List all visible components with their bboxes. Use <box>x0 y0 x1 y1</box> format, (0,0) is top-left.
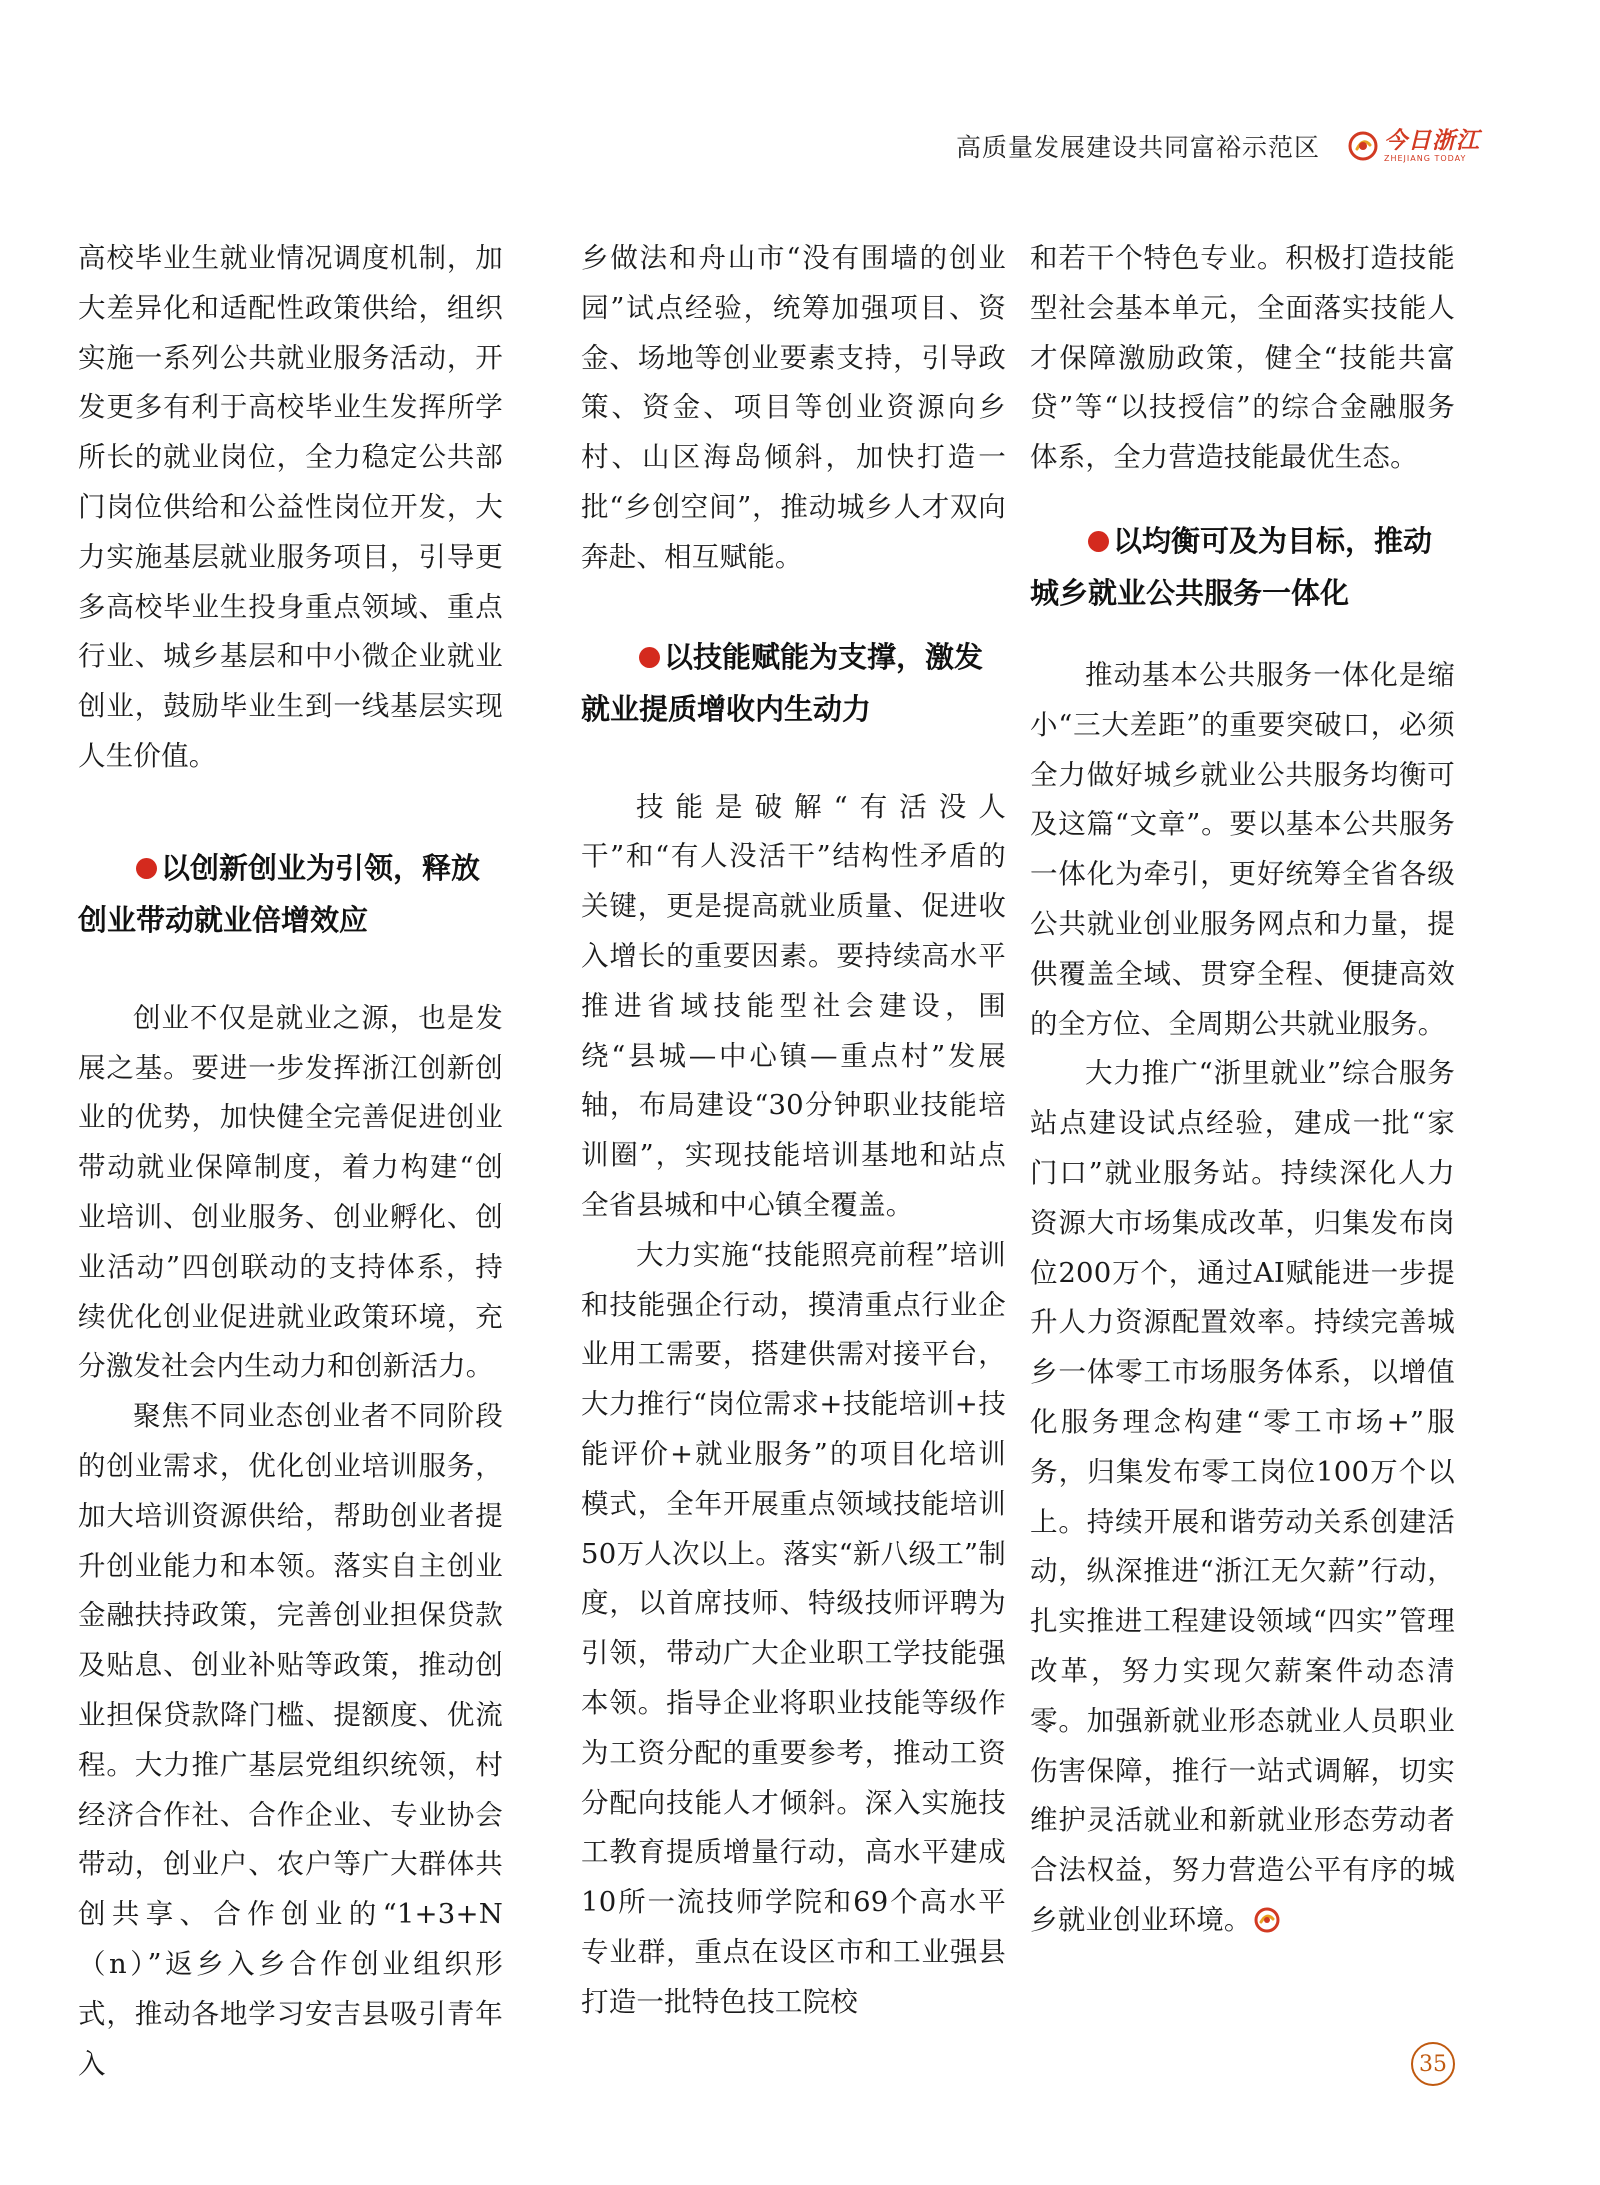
logo-english-text: ZHEJIANG TODAY <box>1384 154 1467 163</box>
column-2 <box>581 234 1006 2028</box>
paragraph: 聚焦不同业态创业者不同阶段的创业需求，优化创业培训服务，加大培训资源供给，帮助创业者提升创业能力和本领。落实自主创业金融扶持政策，完善创业担保贷款及贴息、创业补贴等政策，推动创业担保贷款降门槛、提额度、优流程。大力推广基层党组织统领，村经济合作社、合作企业、专业协会带动，创业户、农户等广大群体共创共享、合作创业的“1+3+N（n）”返乡入乡合作创业组织形式，推动各地学习安吉县吸引青年入 <box>78 1400 503 2080</box>
paragraph: 高校毕业生就业情况调度机制，加大差异化和适配性政策供给，组织实施一系列公共就业服务活动，开发更多有利于高校毕业生发挥所学所长的就业岗位，全力稳定公共部门岗位供给和公益性岗位开发，大力实施基层就业服务项目，引导更多高校毕业生投身重点领域、重点行业、城乡基层和中小微企业就业创业，鼓励毕业生到一线基层实现人生价值。 <box>78 242 503 772</box>
red-bullet-icon <box>1088 531 1109 552</box>
paragraph: 乡做法和舟山市“没有围墙的创业园”试点经验，统筹加强项目、资金、场地等创业要素支持，引导政策、资金、项目等创业资源向乡村、山区海岛倾斜，加快打造一批“乡创空间”，推动城乡人才双向奔赴、相互赋能。 <box>581 242 1006 573</box>
section-heading: 以均衡可及为目标，推动城乡就业公共服务一体化 <box>1030 523 1433 610</box>
logo-chinese-text: 今日浙江 <box>1384 127 1480 154</box>
article-end-logo-icon <box>1254 1907 1280 1933</box>
paragraph: 大力实施“技能照亮前程”培训和技能强企行动，摸清重点行业企业用工需要，搭建供需对接平台，大力推行“岗位需求+技能培训+技能评价+就业服务”的项目化培训模式，全年开展重点领域技能培训50万人次以上。落实“新八级工”制度，以首席技师、特级技师评聘为引领，带动广大企业职工学技能强本领。指导企业将职业技能等级作为工资分配的重要参考，推动工资分配向技能人才倾斜。深入实施技工教育提质增量行动，高水平建成10所一流技师学院和69个高水平专业群，重点在设区市和工业强县打造一批特色技工院校 <box>581 1238 1006 2018</box>
red-bullet-icon <box>639 647 660 668</box>
section-heading: 以创新创业为引领，释放创业带动就业倍增效应 <box>78 850 481 937</box>
page-header <box>955 118 1480 174</box>
section-title: 高质量发展建设共同富裕示范区 <box>955 133 1320 162</box>
paragraph: 大力推广“浙里就业”综合服务站点建设试点经验，建成一批“家门口”就业服务站。持续深化人力资源大市场集成改革，归集发布岗位200万个，通过AI赋能进一步提升人力资源配置效率。持续完善城乡一体零工市场服务体系，以增值化服务理念构建“零工市场+”服务，归集发布零工岗位100万个以上。持续开展和谐劳动关系创建活动，纵深推进“浙江无欠薪”行动，扎实推进工程建设领域“四实”管理改革，努力实现欠薪案件动态清零。加强新就业形态就业人员职业伤害保障，推行一站式调解，切实维护灵活就业和新就业形态劳动者合法权益，努力营造公平有序的城乡就业创业环境。 <box>1030 1057 1455 1936</box>
paragraph: 技能是破解“有活没人干”和“有人没活干”结构性矛盾的关键，更是提高就业质量、促进收入增长的重要因素。要持续高水平推进省域技能型社会建设，围绕“县城—中心镇—重点村”发展轴，布局建设“30分钟职业技能培训圈”，实现技能培训基地和站点全省县城和中心镇全覆盖。 <box>581 790 1006 1221</box>
paragraph: 和若干个特色专业。积极打造技能型社会基本单元，全面落实技能人才保障激励政策，健全“技能共富贷”等“以技授信”的综合金融服务体系，全力营造技能最优生态。 <box>1030 242 1455 474</box>
paragraph: 创业不仅是就业之源，也是发展之基。要进一步发挥浙江创新创业的优势，加快健全完善促进创业带动就业保障制度，着力构建“创业培训、创业服务、创业孵化、创业活动”四创联动的支持体系，持续优化创业促进就业政策环境，充分激发社会内生动力和创新活力。 <box>78 1001 503 1383</box>
page-number: 35 <box>1411 2042 1455 2086</box>
column-3 <box>1030 234 1455 1946</box>
section-heading: 以技能赋能为支撑，激发就业提质增收内生动力 <box>581 639 984 726</box>
magazine-logo <box>1348 129 1480 163</box>
paragraph: 推动基本公共服务一体化是缩小“三大差距”的重要突破口，必须全力做好城乡就业公共服务均衡可及这篇“文章”。要以基本公共服务一体化为牵引，更好统筹全省各级公共就业创业服务网点和力量，提供覆盖全域、贯穿全程、便捷高效的全方位、全周期公共就业服务。 <box>1030 658 1455 1040</box>
column-1 <box>78 234 503 2089</box>
sun-swirl-logo-icon <box>1348 131 1378 161</box>
red-bullet-icon <box>136 858 157 879</box>
